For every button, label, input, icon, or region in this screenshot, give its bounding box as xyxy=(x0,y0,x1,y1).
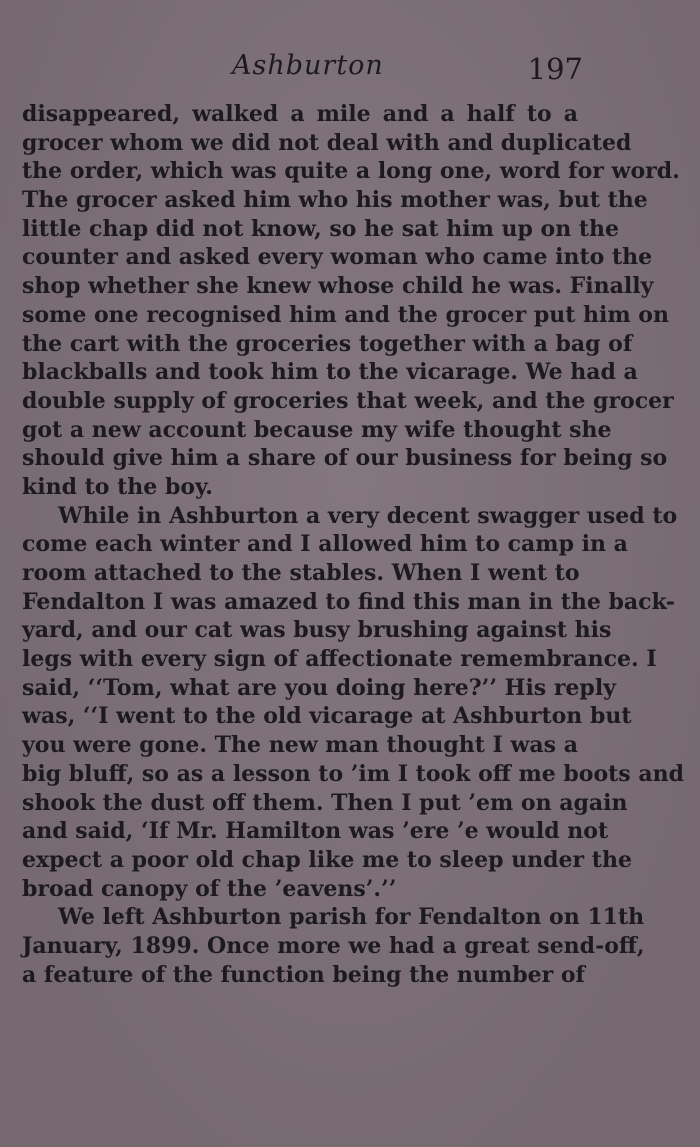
text-line: room attached to the stables. When I went to xyxy=(22,560,580,586)
body-text xyxy=(22,100,684,989)
text-line: expect a poor old chap like me to sleep under the xyxy=(22,846,632,873)
text-line: January, 1899. Once more we had a great send-off, xyxy=(22,932,645,959)
text-line: and said, ‘If Mr. Hamilton was ’ere ’e would not xyxy=(22,818,609,845)
text-line: a feature of the function being the number of xyxy=(22,961,585,988)
text-line: blackballs and took him to the vicarage. We had a xyxy=(22,359,638,386)
paragraph xyxy=(22,903,645,989)
text-line: little chap did not know, so he sat him up on the xyxy=(22,215,620,242)
text-line: the cart with the groceries together with a bag of xyxy=(22,330,633,357)
text-line: grocer whom we did not deal with and duplicated xyxy=(22,129,632,156)
text-line: While in Ashburton a very decent swagger used to xyxy=(58,502,678,529)
text-line: got a new account because my wife thought she xyxy=(22,416,612,443)
text-line: shop whether she knew whose child he was. Finally xyxy=(22,273,654,300)
page-header xyxy=(0,50,700,90)
text-line: The grocer asked him who his mother was, but the xyxy=(22,187,648,214)
paragraph xyxy=(22,100,680,502)
text-line: said, ‘‘Tom, what are you doing here?’’ His reply xyxy=(22,674,616,701)
text-line: should give him a share of our business for being so xyxy=(22,445,668,472)
text-line: broad canopy of the ’eavens’.’’ xyxy=(22,875,397,902)
text-line: We left Ashburton parish for Fendalton on 11th xyxy=(58,904,645,931)
page-number: 197 xyxy=(527,52,583,86)
text-line: legs with every sign of affectionate remembrance. I xyxy=(22,646,657,673)
text-line: kind to the boy. xyxy=(22,473,213,500)
running-title: Ashburton xyxy=(232,50,384,81)
text-line: big bluff, so as a lesson to ’im I took off me boots and xyxy=(22,760,684,787)
text-line: come each winter and I allowed him to camp in a xyxy=(22,531,628,558)
text-line: Fendalton I was amazed to find this man in the back- xyxy=(22,588,676,615)
text-line: disappeared, walked a mile and a half to a xyxy=(22,101,578,127)
text-line: you were gone. The new man thought I was a xyxy=(22,732,578,759)
text-line: counter and asked every woman who came into the xyxy=(22,244,653,271)
paragraph xyxy=(22,502,684,904)
text-line: yard, and our cat was busy brushing against his xyxy=(22,617,612,644)
text-line: the order, which was quite a long one, word for word. xyxy=(22,158,680,185)
text-line: shook the dust off them. Then I put ’em on again xyxy=(22,789,628,816)
text-line: was, ‘‘I went to the old vicarage at Ashburton but xyxy=(22,703,632,730)
text-line: double supply of groceries that week, and the grocer xyxy=(22,387,674,414)
text-line: some one recognised him and the grocer put him on xyxy=(22,301,669,328)
